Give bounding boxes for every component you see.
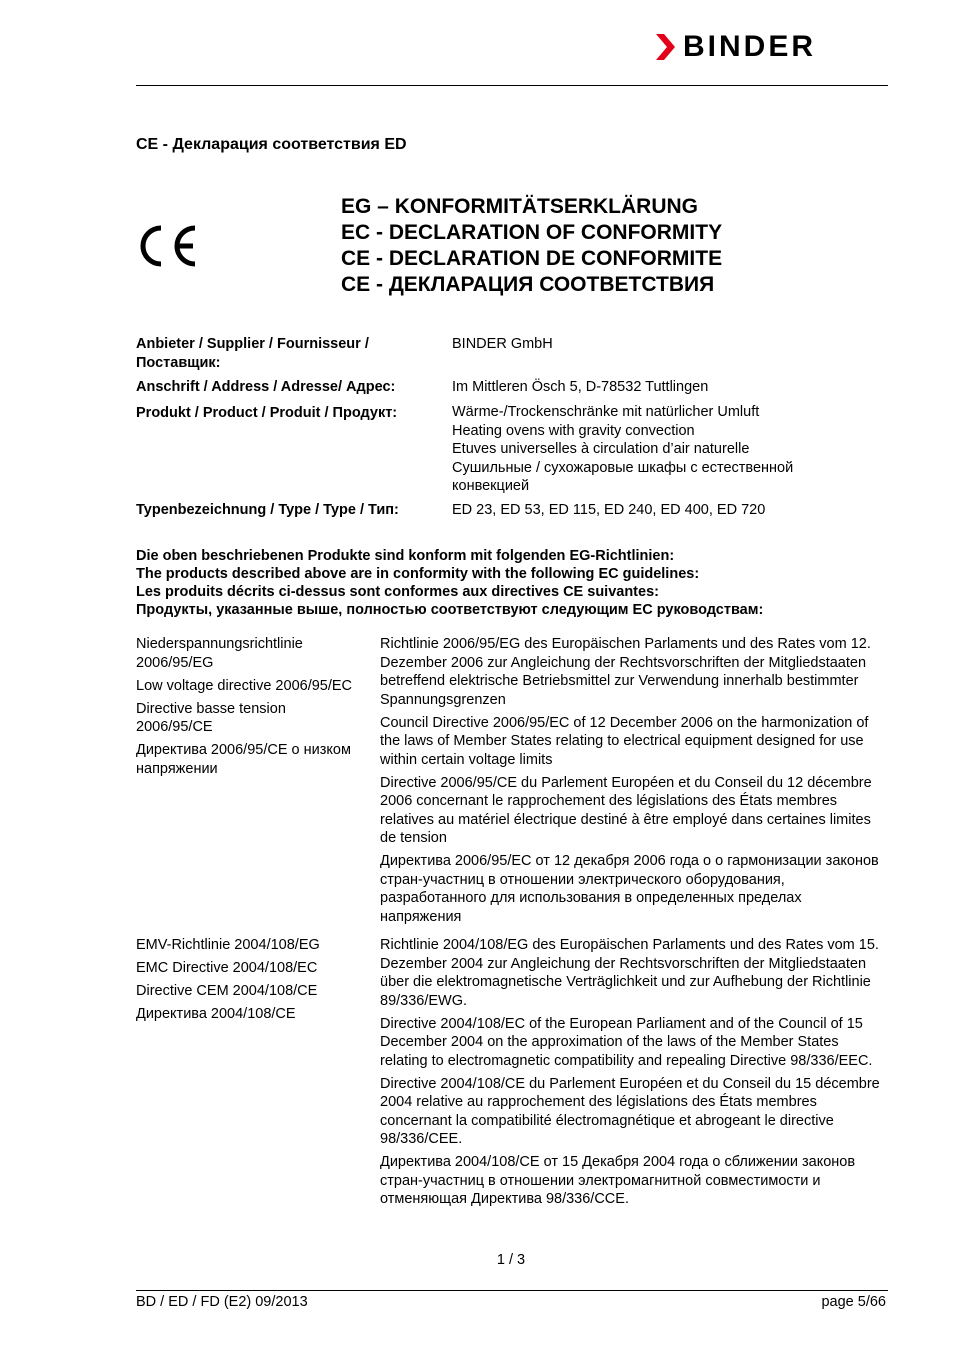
directive-paragraph: Council Directive 2006/95/EC of 12 December 2006 on the harmonization of the laws of Member States relating to electrical equipment designed for use within certain voltage limits xyxy=(380,714,869,768)
declaration-titles xyxy=(341,194,722,298)
page-count: 1 / 3 xyxy=(496,1252,526,1268)
directive-paragraph: Directive 2006/95/CE du Parlement Européen et du Conseil du 12 décembre 2006 concernant le rapprochement des législations des États membres relatives au matériel électrique destiné à être employé dans certaines limites de tension xyxy=(380,774,872,846)
product-value xyxy=(452,403,892,496)
directive-emc-names xyxy=(136,936,361,1028)
type-value: ED 23, ED 53, ED 115, ED 240, ED 400, ED 720 xyxy=(452,502,766,518)
directive-paragraph: Директива 2006/95/ЕС от 12 декабря 2006 года о о гармонизации законов стран-участниц в отношении электрического оборудования, разработанного для использования в определенных пределах напряжения xyxy=(380,853,879,925)
supplier-label: Anbieter / Supplier / Fournisseur / Поставщик: xyxy=(136,336,369,371)
footer-divider xyxy=(136,1290,888,1291)
directive-name: Директива 2004/108/CE xyxy=(136,1006,296,1022)
page-number: page 5/66 xyxy=(821,1294,886,1310)
supplier-value: BINDER GmbH xyxy=(452,336,553,352)
product-line: конвекцией xyxy=(452,478,530,494)
product-line: Сушильные / сухожаровые шкафы с естественной xyxy=(452,459,794,476)
document-code: BD / ED / FD (E2) 09/2013 xyxy=(136,1294,308,1310)
directive-name: Low voltage directive 2006/95/EC xyxy=(136,677,353,694)
address-label: Anschrift / Address / Adresse/ Адрес: xyxy=(136,379,396,395)
ce-mark-icon xyxy=(137,224,201,273)
directive-low-voltage-text xyxy=(380,635,885,931)
product-line: Wärme-/Trockenschränke mit natürlicher Umluft xyxy=(452,404,760,420)
title-ru: CE - ДЕКЛАРАЦИЯ СООТВЕТСТВИЯ xyxy=(341,273,715,296)
address-value: Im Mittleren Ösch 5, D-78532 Tuttlingen xyxy=(452,379,709,395)
directive-paragraph: Directive 2004/108/EC of the European Parliament and of the Council of 15 December 2004 on the approximation of the laws of the Member States relating to electromagnetic compatibility and repealing Directive 98/336/EEC. xyxy=(380,1015,873,1069)
conformity-statement xyxy=(136,547,763,619)
conformity-line: Les produits décrits ci-dessus sont conformes aux directives CE suivantes: xyxy=(136,584,659,600)
binder-logo xyxy=(655,30,816,64)
title-en: EC - DECLARATION OF CONFORMITY xyxy=(341,221,723,244)
directive-name: EMV-Richtlinie 2004/108/EG xyxy=(136,937,320,953)
directive-low-voltage-names xyxy=(136,635,361,783)
directive-name: Directive basse tension 2006/95/CE xyxy=(136,700,286,735)
directive-paragraph: Directive 2004/108/CE du Parlement Européen et du Conseil du 15 décembre 2004 relative au rapprochement des législations des États membres concernant la compatibilité électromagnétique et abrogeant le directive 98/336/CEE. xyxy=(380,1075,880,1147)
directive-emc-text xyxy=(380,936,885,1213)
title-de: EG – KONFORMITÄTSERKLÄRUNG xyxy=(341,195,698,218)
directive-name: EMC Directive 2004/108/EC xyxy=(136,960,318,976)
product-line: Heating ovens with gravity convection xyxy=(452,422,695,439)
type-label: Typenbezeichnung / Type / Type / Тип: xyxy=(136,502,399,518)
directive-paragraph: Richtlinie 2004/108/EG des Europäischen Parlaments und des Rates vom 15. Dezember 2004 zur Angleichung der Rechtsvorschriften der Mitgliedstaaten über die elektromagnetische Verträglichkeit und zur Aufhebung der Richtlinie 89/336/EWG. xyxy=(380,937,879,1009)
directive-paragraph: Richtlinie 2006/95/EG des Europäischen Parlaments und des Rates vom 12. Dezember 2006 zur Angleichung der Rechtsvorschriften der Mitgliedstaaten betreffend elektrische Betriebsmittel zur Verwendung innerhalb bestimmter Spannungsgrenzen xyxy=(380,636,871,708)
title-fr: CE - DECLARATION DE CONFORMITE xyxy=(341,247,723,270)
conformity-line: Продукты, указанные выше, полностью соответствуют следующим ЕС руководствам: xyxy=(136,602,764,618)
product-line: Etuves universelles à circulation d’air naturelle xyxy=(452,441,750,457)
directive-name: Директива 2006/95/CE о низком напряжении xyxy=(136,742,351,777)
directive-paragraph: Директива 2004/108/CE от 15 Декабря 2004 года о сближении законов стран-участниц в отношении электромагнитной совместимости и отменяющая Директива 98/336/CCE. xyxy=(380,1154,856,1207)
directive-name: Niederspannungsrichtlinie 2006/95/EG xyxy=(136,636,303,671)
directive-name: Directive CEM 2004/108/CE xyxy=(136,983,318,999)
conformity-line: Die oben beschriebenen Produkte sind konform mit folgenden EG-Richtlinien: xyxy=(136,548,675,564)
section-title: CE - Декларация соответствия ED xyxy=(136,136,407,153)
brand-name: BINDER xyxy=(683,30,817,63)
product-label: Produkt / Product / Produit / Продукт: xyxy=(136,405,398,421)
conformity-line: The products described above are in conformity with the following EC guidelines: xyxy=(136,566,700,582)
binder-chevron-icon xyxy=(655,32,677,62)
header-divider xyxy=(136,85,888,86)
